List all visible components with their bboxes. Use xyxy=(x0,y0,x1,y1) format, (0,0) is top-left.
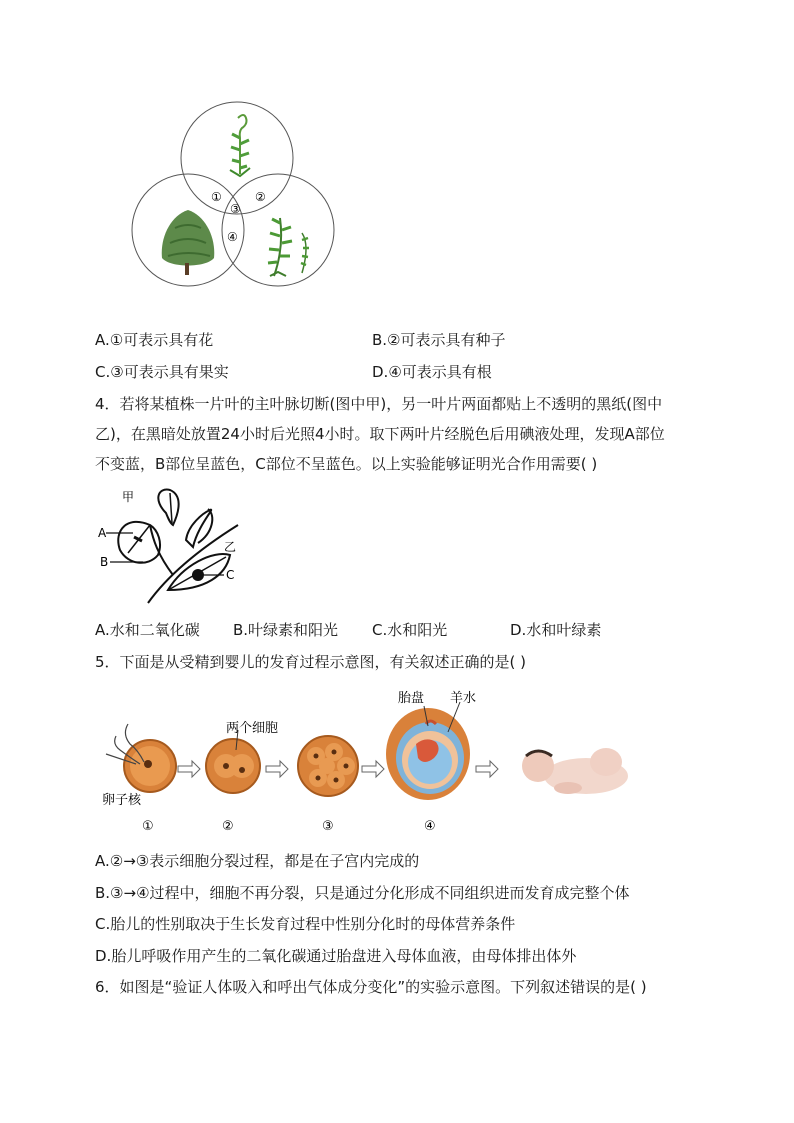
arrow-icon xyxy=(266,761,288,777)
arrow-icon xyxy=(178,761,200,777)
q5-option-a: A.②→③表示细胞分裂过程，都是在子宫内完成的 xyxy=(95,852,420,870)
label-egg-nucleus: 卵子核 xyxy=(102,793,142,808)
label-jia: 甲 xyxy=(122,490,135,504)
q5-option-c: C.胎儿的性别取决于生长发育过程中性别分化时的母体营养条件 xyxy=(95,915,516,933)
q3-option-b: B.②可表示具有种子 xyxy=(372,331,506,349)
label-yi: 乙 xyxy=(224,540,237,554)
stage-3-label: ③ xyxy=(322,819,334,834)
label-c: C xyxy=(226,568,235,582)
q4-option-a: A.水和二氧化碳 xyxy=(95,621,200,639)
q3-option-c: C.③可表示具有果实 xyxy=(95,363,229,381)
q5-option-b: B.③→④过程中，细胞不再分裂，只是通过分化形成不同组织进而发育成完整个体 xyxy=(95,884,630,902)
baby-icon xyxy=(522,748,628,794)
stage-2-label: ② xyxy=(222,819,234,834)
q4-option-d: D.水和叶绿素 xyxy=(510,621,602,639)
development-diagram xyxy=(98,684,638,836)
uterus-fetus-icon xyxy=(386,702,470,800)
development-figure xyxy=(98,684,638,836)
label-two-cells: 两个细胞 xyxy=(226,721,279,736)
fertilized-egg-icon xyxy=(106,724,176,792)
q6-stem: 6．如图是“验证人体吸入和呼出气体成分变化”的实验示意图。下列叙述错误的是( ) xyxy=(95,978,647,996)
venn-region-3-label: ③ xyxy=(230,202,241,216)
fern-plant-icon xyxy=(268,218,309,276)
q5-option-d: D.胎儿呼吸作用产生的二氧化碳通过胎盘进入母体血液，由母体排出体外 xyxy=(95,947,577,965)
label-amniotic-fluid: 羊水 xyxy=(450,691,477,706)
venn-figure xyxy=(130,98,340,294)
morula-icon xyxy=(298,736,358,796)
q4-stem-line-1: 4．若将某植株一片叶的主叶脉切断(图中甲)，另一叶片两面都贴上不透明的黑纸(图中 xyxy=(95,395,663,413)
stage-1-label: ① xyxy=(142,819,154,834)
pine-tree-icon xyxy=(162,210,215,275)
q5-stem: 5．下面是从受精到婴儿的发育过程示意图，有关叙述正确的是( ) xyxy=(95,653,527,671)
q3-option-a: A.①可表示具有花 xyxy=(95,331,214,349)
q4-stem-line-2: 乙)，在黑暗处放置24小时后光照4小时。取下两叶片经脱色后用碘液处理，发现A部位 xyxy=(95,425,665,443)
label-b: B xyxy=(100,555,109,569)
q4-option-b: B.叶绿素和阳光 xyxy=(233,621,339,639)
leaf-diagram xyxy=(98,485,248,605)
venn-region-2-label: ② xyxy=(255,190,266,204)
stage-4-label: ④ xyxy=(424,819,436,834)
arrow-icon xyxy=(476,761,498,777)
venn-region-4-label: ④ xyxy=(227,230,238,244)
q3-option-d: D.④可表示具有根 xyxy=(372,363,492,381)
two-cell-embryo-icon xyxy=(206,730,260,793)
venn-circle-top xyxy=(181,102,293,214)
label-a: A xyxy=(98,526,107,540)
black-paper-patch xyxy=(192,569,204,581)
leaf-figure xyxy=(98,485,248,605)
label-placenta: 胎盘 xyxy=(398,691,425,706)
q4-stem-line-3: 不变蓝，B部位呈蓝色，C部位不呈蓝色。以上实验能够证明光合作用需要( ) xyxy=(95,455,598,473)
arrow-icon xyxy=(362,761,384,777)
q4-option-c: C.水和阳光 xyxy=(372,621,448,639)
venn-diagram xyxy=(130,98,340,294)
venn-region-1-label: ① xyxy=(211,190,222,204)
moss-plant-icon xyxy=(230,115,250,176)
venn-circle-right xyxy=(222,174,334,286)
